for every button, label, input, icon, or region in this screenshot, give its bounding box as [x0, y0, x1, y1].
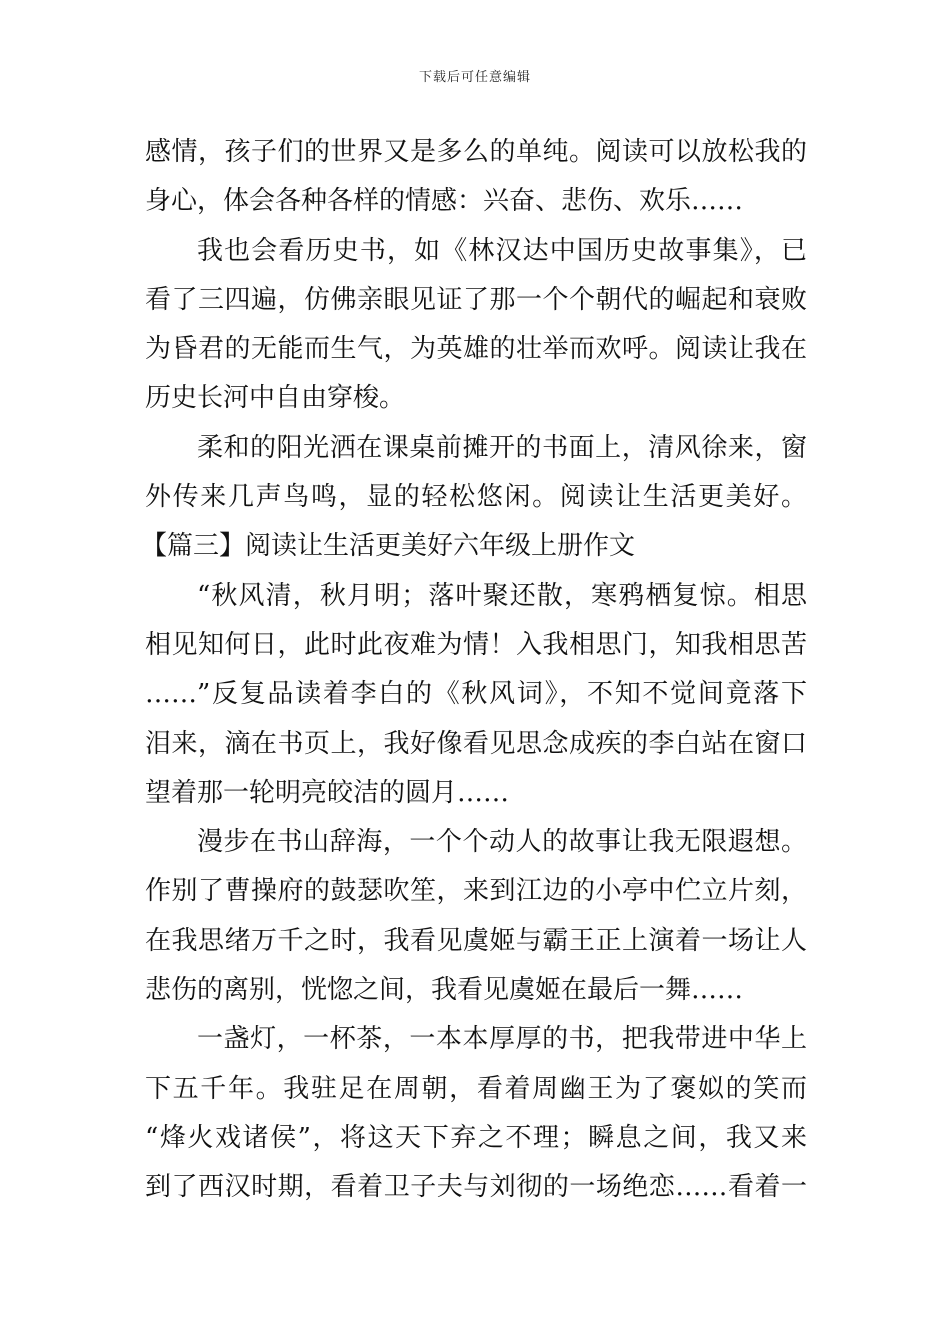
text-line: ……”反复品读着李白的《秋风词》，不知不觉间竟落下 — [145, 679, 807, 710]
text-line: 相见知何日，此时此夜难为情！入我相思门，知我相思苦 — [145, 629, 807, 660]
text-line: 感情，孩子们的世界又是多么的单纯。阅读可以放松我的 — [145, 137, 807, 167]
text-line: 外传来几声鸟鸣，显的轻松悠闲。阅读让生活更美好。 — [145, 482, 807, 513]
text-line: 作别了曹操府的鼓瑟吹笙，来到江边的小亭中伫立片刻， — [145, 876, 807, 907]
text-line: 一盏灯，一杯茶，一本本厚厚的书，把我带进中华上 — [197, 1024, 807, 1055]
text-line: 在我思绪万千之时，我看见虞姬与霸王正上演着一场让人 — [145, 925, 807, 956]
text-line: 到了西汉时期，看着卫子夫与刘彻的一场绝恋……看着一 — [145, 1172, 807, 1203]
text-line: 悲伤的离别，恍惚之间，我看见虞姬在最后一舞…… — [145, 975, 744, 1006]
text-line: “烽火戏诸侯”，将这天下弃之不理；瞬息之间，我又来 — [145, 1122, 807, 1153]
text-line: 下五千年。我驻足在周朝，看着周幽王为了褒姒的笑而 — [145, 1073, 807, 1104]
text-line: 我也会看历史书，如《林汉达中国历史故事集》，已 — [197, 235, 807, 266]
text-line: 泪来，滴在书页上，我好像看见思念成疾的李白站在窗口 — [145, 728, 807, 759]
text-line: 柔和的阳光洒在课桌前摊开的书面上，清风徐来，窗 — [197, 432, 807, 463]
text-line: “秋风清，秋月明；落叶聚还散，寒鸦栖复惊。相思 — [197, 580, 807, 611]
page-header: 下载后可任意编辑 — [418, 70, 531, 85]
text-line: 看了三四遍，仿佛亲眼见证了那一个个朝代的崛起和衰败 — [145, 284, 807, 315]
text-line: 漫步在书山辞海，一个个动人的故事让我无限遐想。 — [197, 827, 807, 858]
text-line: 身心，体会各种各样的情感：兴奋、悲伤、欢乐…… — [145, 186, 744, 217]
text-line: 望着那一轮明亮皎洁的圆月…… — [145, 777, 510, 808]
section-heading: 【篇三】阅读让生活更美好六年级上册作文 — [141, 531, 636, 562]
text-line: 为昏君的无能而生气，为英雄的壮举而欢呼。阅读让我在 — [145, 334, 807, 365]
document-body — [141, 128, 807, 1213]
text-line: 历史长河中自由穿梭。 — [145, 383, 406, 414]
